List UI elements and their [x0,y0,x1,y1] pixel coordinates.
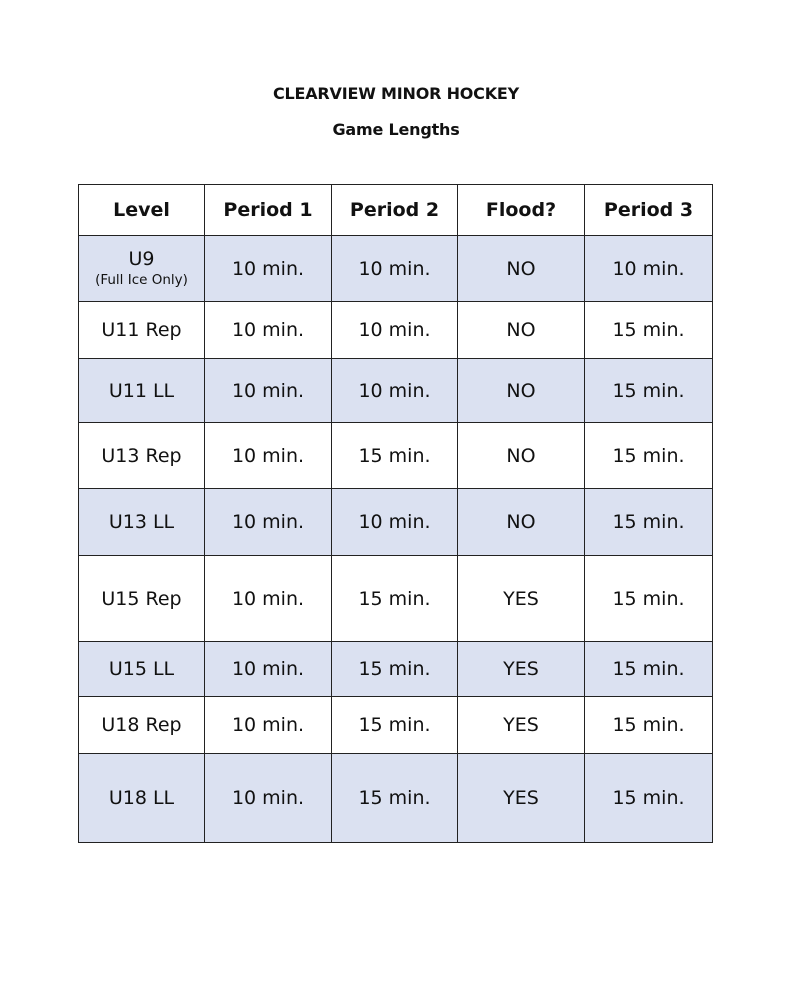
table-row [79,423,713,489]
flood-cell: YES [458,697,585,754]
flood-cell: NO [458,489,585,556]
table-row [79,359,713,423]
level-note: (Full Ice Only) [95,272,188,288]
table-row [79,556,713,642]
period-2-cell: 15 min. [332,642,458,697]
level-cell: U13 LL [79,489,205,556]
period-3-cell: 15 min. [585,697,713,754]
period-1-cell: 10 min. [205,302,332,359]
period-1-cell: 10 min. [205,754,332,843]
period-3-cell: 15 min. [585,423,713,489]
period-2-cell: 10 min. [332,236,458,302]
period-1-cell: 10 min. [205,359,332,423]
document-subtitle: Game Lengths [332,120,460,139]
table-header-row [79,185,713,236]
header-level: Level [79,185,205,236]
flood-cell: NO [458,236,585,302]
level-cell: U11 LL [79,359,205,423]
period-1-cell: 10 min. [205,423,332,489]
period-1-cell: 10 min. [205,489,332,556]
table-row [79,697,713,754]
level-cell [79,236,205,302]
period-3-cell: 10 min. [585,236,713,302]
table-row [79,754,713,843]
period-3-cell: 15 min. [585,489,713,556]
table-row [79,489,713,556]
period-2-cell: 15 min. [332,423,458,489]
level-label: U9 [128,248,155,270]
level-cell: U13 Rep [79,423,205,489]
table-row [79,302,713,359]
header-period-2: Period 2 [332,185,458,236]
header-flood: Flood? [458,185,585,236]
period-1-cell: 10 min. [205,556,332,642]
period-2-cell: 10 min. [332,302,458,359]
period-3-cell: 15 min. [585,302,713,359]
level-cell: U18 Rep [79,697,205,754]
period-2-cell: 15 min. [332,754,458,843]
flood-cell: NO [458,423,585,489]
level-cell: U18 LL [79,754,205,843]
period-3-cell: 15 min. [585,754,713,843]
table-row [79,236,713,302]
period-2-cell: 15 min. [332,697,458,754]
flood-cell: NO [458,359,585,423]
period-3-cell: 15 min. [585,556,713,642]
level-cell: U15 LL [79,642,205,697]
period-3-cell: 15 min. [585,359,713,423]
document-title: CLEARVIEW MINOR HOCKEY [272,84,520,103]
game-lengths-table [78,184,713,843]
period-2-cell: 10 min. [332,489,458,556]
table-row [79,642,713,697]
level-cell: U15 Rep [79,556,205,642]
flood-cell: YES [458,642,585,697]
level-cell: U11 Rep [79,302,205,359]
period-1-cell: 10 min. [205,697,332,754]
header-period-3: Period 3 [585,185,713,236]
flood-cell: YES [458,754,585,843]
header-period-1: Period 1 [205,185,332,236]
period-2-cell: 10 min. [332,359,458,423]
period-3-cell: 15 min. [585,642,713,697]
period-2-cell: 15 min. [332,556,458,642]
period-1-cell: 10 min. [205,642,332,697]
flood-cell: NO [458,302,585,359]
period-1-cell: 10 min. [205,236,332,302]
flood-cell: YES [458,556,585,642]
